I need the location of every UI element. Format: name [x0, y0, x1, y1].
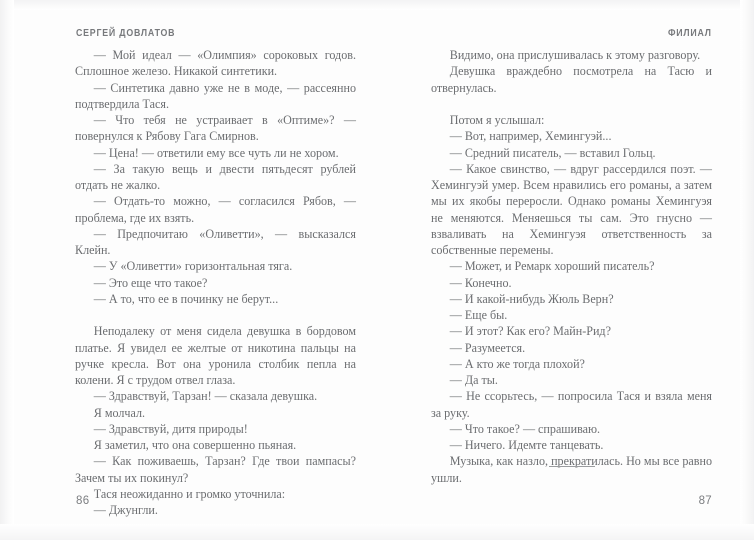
paragraph: — Это еще что такое? — [93, 275, 208, 290]
paragraph: — Конечно. — [449, 275, 512, 290]
running-head-author: СЕРГЕЙ ДОВЛАТОВ — [76, 28, 176, 39]
running-head-title: ФИЛИАЛ — [668, 28, 712, 39]
paragraph: — Цена! — ответили ему все чуть ли не хором. — [93, 145, 339, 160]
section-divider-rule — [549, 466, 595, 467]
paragraph: Потом я услышал: — [449, 113, 545, 127]
paragraph: Видимо, она прислушивалась к этому разговору. — [449, 48, 701, 62]
paragraph: — Отдать-то можно, — согласился Рябов, — проблема, где их взять. — [75, 194, 356, 225]
paragraph: — И какой-нибудь Жюль Верн? — [449, 291, 614, 306]
paragraph: Я заметил, что она совершенно пьяная. — [93, 438, 297, 452]
paragraph: — А кто же тогда плохой? — [449, 356, 585, 371]
paragraph: — Здравствуй, Тарзан! — сказала девушка. — [93, 389, 318, 404]
paragraph: Музыка, как назло, прекратилась. Но мы все равно ушли. — [431, 454, 712, 485]
paragraph: — Что тебя не устраивает в «Оптиме»? — повернулся к Рябову Гага Смирнов. — [75, 113, 356, 144]
paragraph: — Да ты. — [449, 373, 498, 387]
paragraph: — Синтетика давно уже не в моде, — рассеянно подтвердила Тася. — [75, 80, 356, 111]
page-number-left: 86 — [76, 495, 90, 507]
page-edge-left-shadow — [0, 0, 14, 540]
paragraph: Девушка враждебно посмотрела на Тасю и отвернулась. — [431, 64, 712, 95]
paragraph: — Ничего. Идемте танцевать. — [449, 438, 604, 452]
paragraph: — И этот? Как его? Майн-Рид? — [449, 324, 611, 339]
paragraph: — Может, и Ремарк хороший писатель? — [449, 259, 655, 274]
paragraph: — Не ссорьтесь, — попросила Тася и взяла меня за руку. — [431, 389, 712, 420]
paragraph: — Здравствуй, дитя природы! — [93, 421, 248, 436]
page-edge-top-shadow — [0, 0, 754, 10]
paragraph: Тася неожиданно и громко уточнила: — [93, 486, 286, 501]
paragraph: — Предпочитаю «Оливетти», — высказался Клейн. — [75, 226, 356, 257]
paragraph: — Средний писатель, — вставил Гольц. — [449, 145, 656, 160]
paragraph: — Джунгли. — [93, 503, 158, 517]
paragraph: — А то, что ее в починку не берут... — [93, 291, 279, 306]
paragraph: — Вот, например, Хемингуэй... — [449, 129, 612, 144]
paragraph: Неподалеку от меня сидела девушка в бордовом платье. Я увидел ее желтые от никотина пальцы на ручке кресла. Вот она уронила столбик пепла на колени. Я с трудом отвел глаза. — [75, 324, 356, 387]
paragraph: — Какое свинство, — вдруг рассердился поэт. — Хемингуэй умер. Всем нравились его романы, а затем мы их якобы переросли. Однако романы Хемингуэя не меняются. Меняешься ты сам. Это гнусно — взваливать на Хемингуэя ответственность за собственные перемены. — [431, 161, 712, 257]
page-edge-right-shadow — [740, 0, 754, 540]
paragraph: — Еще бы. — [449, 308, 508, 322]
paragraph: — Что такое? — спрашиваю. — [449, 421, 601, 436]
paragraph: — Мой идеал — «Олимпия» сороковых годов. Сплошное железо. Никакой синтетики. — [75, 48, 356, 79]
page-number-right: 87 — [698, 495, 712, 507]
right-page-text-column — [431, 47, 712, 486]
paragraph: — У «Оливетти» горизонтальная тяга. — [93, 259, 293, 274]
paragraph: — Разумеется. — [449, 340, 526, 355]
left-page-text-column — [75, 47, 356, 518]
page-edge-bottom-shadow — [0, 524, 754, 540]
paragraph: — За такую вещь и двести пятьдесят рублей отдать не жалко. — [75, 161, 356, 192]
paragraph: — Как поживаешь, Тарзан? Где твои пампасы? Зачем ты их покинул? — [75, 454, 356, 485]
paragraph: Я молчал. — [93, 405, 146, 420]
